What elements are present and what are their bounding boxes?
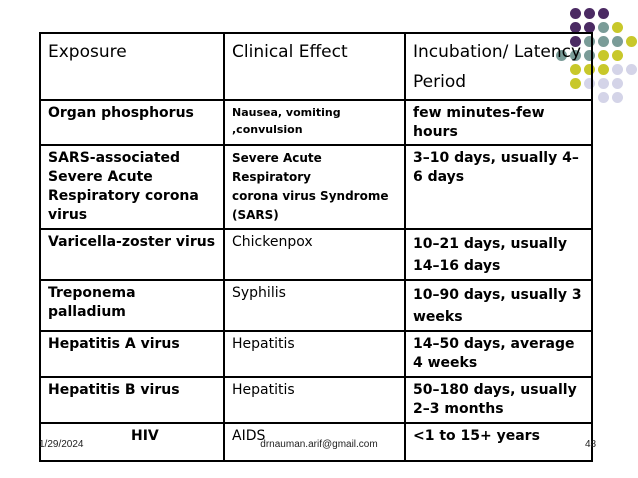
exposure-cell: Treponema palladium — [40, 280, 224, 331]
clinical-effect-cell: Chickenpox — [224, 229, 405, 280]
decorative-dot — [626, 64, 637, 75]
table-header-row — [40, 33, 592, 100]
decorative-dot — [612, 50, 623, 61]
decorative-dot — [612, 22, 623, 33]
decorative-dot — [598, 22, 609, 33]
incubation-cell: 3–10 days, usually 4–6 days — [405, 145, 592, 229]
footer-date: 1/29/2024 — [39, 439, 84, 450]
clinical-effect-cell: Syphilis — [224, 280, 405, 331]
decorative-dot — [612, 64, 623, 75]
incubation-table — [39, 32, 593, 462]
decorative-dot — [598, 64, 609, 75]
effect-line: Severe Acute Respiratory — [232, 151, 322, 184]
incubation-cell: <1 to 15+ years — [405, 423, 592, 461]
clinical-effect-cell: Hepatitis — [224, 377, 405, 423]
clinical-effect-cell — [224, 100, 405, 145]
decorative-dot — [598, 92, 609, 103]
footer-page-number: 48 — [585, 439, 597, 450]
column-header-incubation: Incubation/ Latency Period — [405, 33, 592, 100]
incubation-cell: 10–21 days, usually 14–16 days — [405, 229, 592, 280]
incubation-cell: 10–90 days, usually 3 weeks — [405, 280, 592, 331]
decorative-dot — [598, 8, 609, 19]
decorative-dot — [584, 8, 595, 19]
decorative-dot — [598, 50, 609, 61]
exposure-cell: Hepatitis B virus — [40, 377, 224, 423]
decorative-dot — [598, 78, 609, 89]
decorative-dot — [612, 36, 623, 47]
column-header-exposure: Exposure — [40, 33, 224, 100]
table-row — [40, 280, 592, 331]
effect-line: Nausea, vomiting — [232, 106, 341, 119]
table-row — [40, 145, 592, 229]
decorative-dot — [570, 8, 581, 19]
decorative-dot — [598, 36, 609, 47]
clinical-effect-cell — [224, 145, 405, 229]
clinical-effect-cell: Hepatitis — [224, 331, 405, 377]
column-header-clinical-effect: Clinical Effect — [224, 33, 405, 100]
table-row — [40, 377, 592, 423]
exposure-cell: SARS-associated Severe Acute Respiratory corona virus — [40, 145, 224, 229]
decorative-dot — [626, 36, 637, 47]
table-row — [40, 100, 592, 145]
table-row — [40, 229, 592, 280]
exposure-cell: Hepatitis A virus — [40, 331, 224, 377]
decorative-dot — [612, 78, 623, 89]
decorative-dot — [612, 92, 623, 103]
table-row — [40, 331, 592, 377]
effect-line: ,convulsion — [232, 123, 303, 136]
clinical-effect-cell: AIDS — [224, 423, 405, 461]
incubation-cell: few minutes-few hours — [405, 100, 592, 145]
incubation-cell: 50–180 days, usually 2–3 months — [405, 377, 592, 423]
footer-email: drnauman.arif@gmail.com — [260, 439, 378, 450]
exposure-cell: Varicella-zoster virus — [40, 229, 224, 280]
effect-line: corona virus Syndrome (SARS) — [232, 189, 389, 222]
incubation-cell: 14–50 days, average 4 weeks — [405, 331, 592, 377]
exposure-cell: Organ phosphorus — [40, 100, 224, 145]
exposure-cell: HIV — [40, 423, 224, 461]
